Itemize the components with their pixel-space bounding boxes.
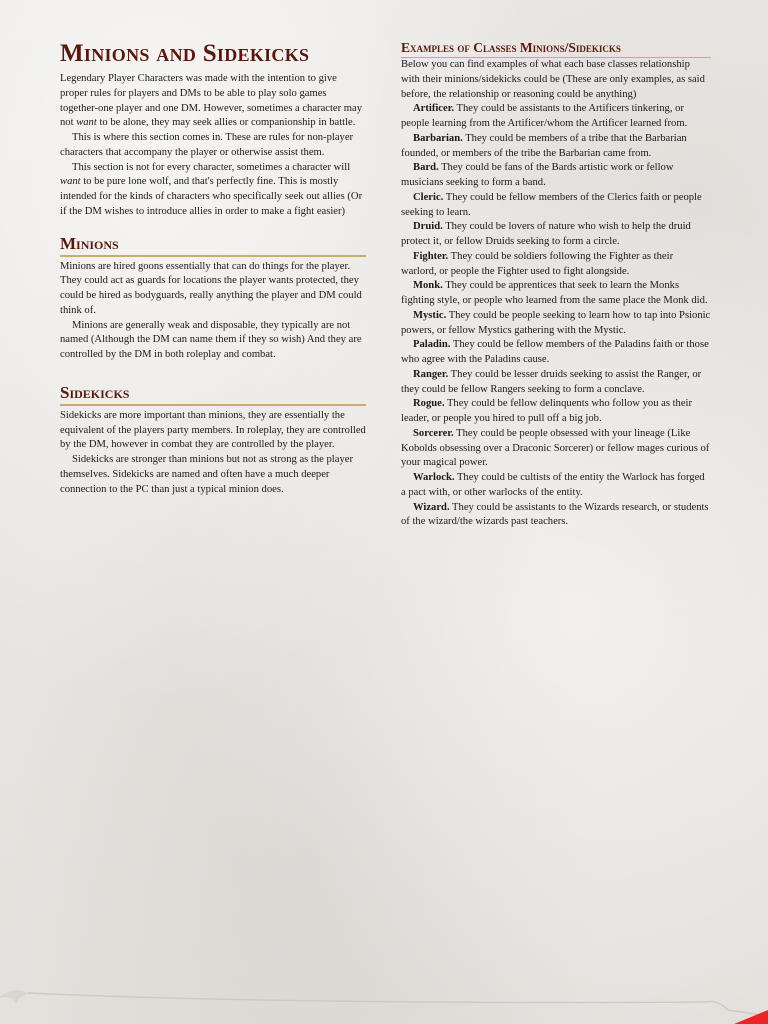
right-column bbox=[401, 40, 711, 530]
class-example-name: Druid. bbox=[413, 221, 443, 233]
class-example-item bbox=[401, 191, 711, 221]
examples-heading: Examples of Classes Minions/Sidekicks bbox=[401, 40, 711, 58]
class-example-text: They could be lesser druids seeking to assist the Ranger, or they could be fellow Rangers seeking to form a conclave. bbox=[401, 368, 702, 395]
class-example-text: They could be soldiers following the Fighter as their warlord, or people the Fighter used to fight alongside. bbox=[401, 250, 674, 277]
intro-paragraph-1: Legendary Player Characters was made with the intention to give proper rules for players and DMs to be able to play solo games together-one player and one DM. However, sometimes a character may not want to be alone, they may seek allies or companionship in battle. bbox=[60, 73, 363, 129]
minions-heading: Minions bbox=[60, 234, 366, 257]
class-example-name: Paladin. bbox=[413, 339, 451, 351]
class-example-text: They could be people seeking to learn how to tap into Psionic powers, or fellow Mystics gathering with the Mystic. bbox=[401, 309, 711, 336]
class-example-name: Wizard. bbox=[413, 501, 450, 513]
class-example-name: Bard. bbox=[413, 162, 439, 174]
examples-intro: Below you can find examples of what each base classes relationship with their minions/sidekicks could be (These are only examples, as said before, the relationship or reasoning could be anything) bbox=[401, 59, 705, 100]
class-example-item bbox=[401, 397, 711, 427]
class-example-name: Ranger. bbox=[413, 368, 449, 380]
class-example-name: Sorcerer. bbox=[413, 427, 454, 439]
class-example-text: They could be fellow members of the Clerics faith or people seeking to learn. bbox=[401, 191, 702, 218]
class-example-name: Rogue. bbox=[413, 398, 445, 410]
sidekicks-section bbox=[60, 383, 366, 498]
class-example-item bbox=[401, 161, 711, 191]
class-examples-list bbox=[401, 102, 711, 530]
sidekicks-heading: Sidekicks bbox=[60, 383, 366, 406]
minions-paragraph-1: Minions are hired goons essentially that can do things for the player. They could act as guards for locations the player wants protected, they could be hired as bodyguards, really anything the player and DM could think of. bbox=[60, 260, 362, 316]
class-example-name: Monk. bbox=[413, 280, 443, 292]
class-example-item bbox=[401, 427, 711, 471]
class-example-text: They could be assistants to the Artificers tinkering, or people learning from the Artificer/whom the Artificer learned from. bbox=[401, 103, 688, 129]
class-example-item bbox=[401, 501, 711, 531]
class-example-text: They could be fellow members of the Paladins faith or those who agree with the Paladins cause. bbox=[401, 339, 709, 365]
class-example-item bbox=[401, 250, 711, 280]
class-example-item bbox=[401, 309, 711, 339]
class-example-text: They could be lovers of nature who wish to help the druid protect it, or fellow Druids seeking to form a circle. bbox=[401, 221, 691, 247]
minions-paragraph-2: Minions are generally weak and disposable, they typically are not named (Although the DM can name them if they so wish) And they are controlled by the DM in both roleplay and combat. bbox=[60, 319, 362, 360]
class-example-name: Warlock. bbox=[413, 472, 455, 483]
class-example-name: Mystic. bbox=[413, 309, 447, 321]
class-example-item bbox=[401, 338, 711, 368]
class-example-name: Fighter. bbox=[413, 250, 449, 262]
page-title: Minions and Sidekicks bbox=[60, 40, 310, 67]
class-example-text: They could be fellow delinquents who follow you as their leader, or people you hired to pull off a big job. bbox=[401, 398, 693, 424]
class-example-text: They could be apprentices that seek to learn the Monks fighting style, or people who learned from the same place the Monk did. bbox=[401, 280, 708, 306]
class-example-item bbox=[401, 279, 711, 309]
left-column bbox=[60, 40, 366, 497]
sidekicks-paragraph-2: Sidekicks are stronger than minions but not as strong as the player themselves. Sidekicks are named and often have a much deeper connection to the PC than just a typical minion does. bbox=[60, 454, 353, 495]
class-example-text: They could be cultists of the entity the Warlock has forged a pact with, or other warlocks of the entity. bbox=[401, 472, 705, 498]
intro-paragraph-2: This is where this section comes in. These are rules for non-player characters that accompany the player or otherwise assist them. bbox=[60, 132, 354, 158]
class-example-item bbox=[401, 471, 711, 501]
intro-paragraph-3: This section is not for every character, sometimes a character will want to be pure lone wolf, and that's perfectly fine. This is mostly intended for the kinds of characters who specifically seek out allies (Or if the DM wishes to introduce allies in order to make a fight easier) bbox=[60, 161, 363, 217]
class-example-name: Barbarian. bbox=[413, 132, 463, 144]
sidekicks-paragraph-1: Sidekicks are more important than minions, they are essentially the equivalent of the players party members. In roleplay, they are controlled by the DM, however in combat they are controlled by the player. bbox=[60, 409, 366, 451]
minions-section bbox=[60, 234, 366, 363]
class-example-item bbox=[401, 132, 711, 162]
class-example-item bbox=[401, 368, 711, 398]
class-example-name: Cleric. bbox=[413, 191, 444, 203]
class-example-text: They could be members of a tribe that the Barbarian founded, or members of the tribe the Barbarian came from. bbox=[401, 132, 687, 159]
class-example-name: Artificer. bbox=[413, 103, 455, 115]
class-example-item bbox=[401, 220, 711, 250]
class-example-text: They could be people obsessed with your lineage (Like Kobolds obsessing over a Draconic Sorcerer) or fellow mages curious of your magical power. bbox=[401, 427, 710, 469]
class-example-text: They could be fans of the Bards artistic work or fellow musicians seeking to form a band. bbox=[401, 162, 674, 188]
class-example-text: They could be assistants to the Wizards research, or students of the wizard/the wizards past teachers. bbox=[401, 501, 709, 528]
class-example-item bbox=[401, 102, 711, 132]
page-footer-ornament bbox=[0, 960, 768, 1024]
